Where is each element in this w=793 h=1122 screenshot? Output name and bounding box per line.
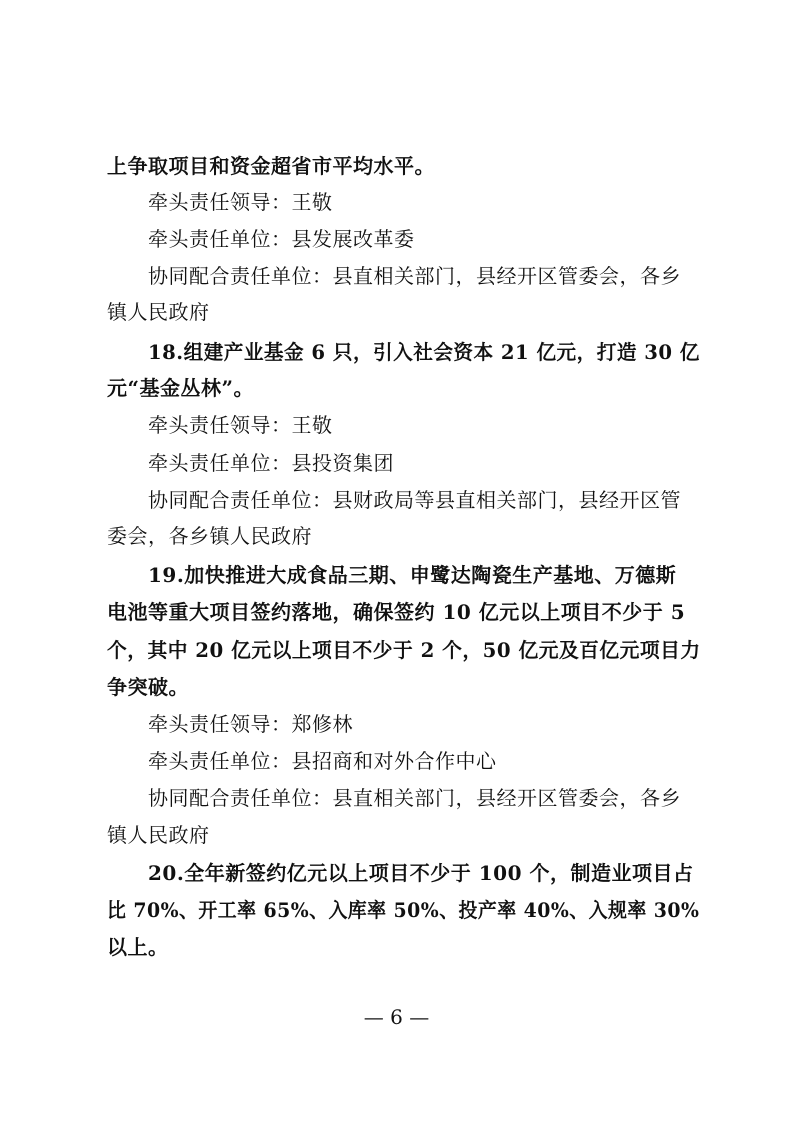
text-line: 个，其中 20 亿元以上项目不少于 2 个，50 亿元及百亿元项目力 (107, 638, 701, 662)
text-line: 比 70%、开工率 65%、入库率 50%、投产率 40%、入规率 30% (107, 898, 700, 922)
text-line: 委会，各乡镇人民政府 (107, 524, 312, 548)
text-line: 19.加快推进大成食品三期、申鹭达陶瓷生产基地、万德斯 (148, 563, 677, 587)
text-line: 以上。 (107, 935, 169, 959)
text-line: 牵头责任领导：王敬 (148, 413, 333, 437)
text-line: 上争取项目和资金超省市平均水平。 (107, 154, 435, 178)
text-line: 牵头责任单位：县发展改革委 (148, 227, 415, 251)
page-number: — 6 — (363, 1005, 430, 1029)
text-line: 协同配合责任单位：县直相关部门，县经开区管委会，各乡 (148, 786, 681, 810)
text-line: 20.全年新签约亿元以上项目不少于 100 个，制造业项目占 (148, 861, 694, 885)
text-line: 牵头责任领导：王敬 (148, 190, 333, 214)
text-line: 协同配合责任单位：县财政局等县直相关部门，县经开区管 (148, 488, 681, 512)
text-line: 牵头责任单位：县投资集团 (148, 451, 394, 475)
text-line: 镇人民政府 (107, 823, 210, 847)
text-line: 镇人民政府 (107, 300, 210, 324)
text-line: 电池等重大项目签约落地，确保签约 10 亿元以上项目不少于 5 (107, 600, 686, 624)
text-line: 元“基金丛林”。 (107, 376, 255, 400)
text-line: 牵头责任单位：县招商和对外合作中心 (148, 749, 497, 773)
text-line: 争突破。 (107, 675, 189, 699)
text-line: 协同配合责任单位：县直相关部门，县经开区管委会，各乡 (148, 264, 681, 288)
text-line: 牵头责任领导：郑修林 (148, 712, 353, 736)
text-line: 18.组建产业基金 6 只，引入社会资本 21 亿元，打造 30 亿 (148, 340, 700, 364)
